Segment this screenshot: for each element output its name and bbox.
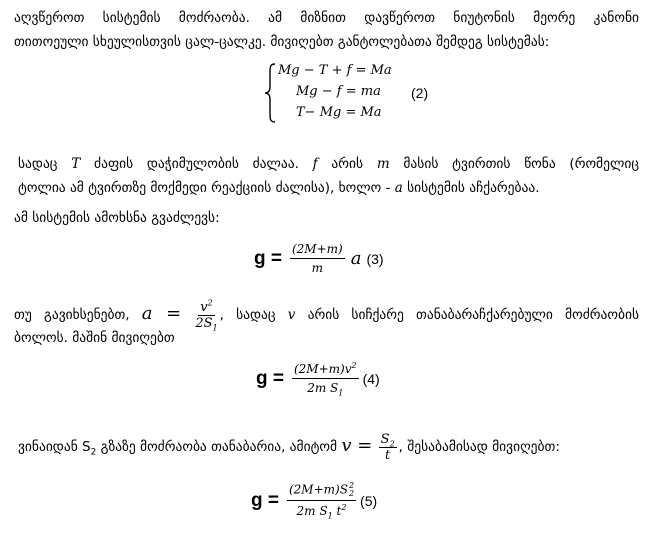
formula-5-numerator — [287, 482, 356, 501]
text-uniform: გზაზე მოძრაობა თანაბარია, ამიტომ — [100, 439, 338, 455]
formula-5-lhs: g = — [251, 490, 279, 512]
formula-3 — [254, 242, 384, 275]
inline-fraction-a-denominator — [195, 316, 217, 331]
text-reaction: ტოლია ამ ტვირთზე მოქმედი რეაქციის ძალისა), ხოლო - — [18, 180, 391, 196]
velocity-line-2: ბოლოს. მაშინ მივიღებთ — [14, 330, 175, 346]
formula-5-numerator-exp: 2 — [348, 481, 355, 490]
text-sadac: სადაც — [18, 156, 58, 172]
symbol-m: m — [376, 156, 390, 172]
intro-line-2: თითოეული სხეულისთვის ცალ-ცალკე. მივიღებთ განტოლებათა შემდეგ სისტემას: — [14, 34, 550, 50]
inline-fraction-v-numerator — [379, 432, 397, 448]
formula-4-denominator-sub: 1 — [338, 388, 344, 398]
inline-S-sub: 1 — [212, 323, 218, 333]
formula-5-denominator-sub: 1 — [327, 511, 333, 521]
formula-4-numerator — [292, 361, 359, 379]
system-equation-2: Mg − f = ma — [296, 84, 381, 99]
symbol-T: T — [71, 156, 81, 172]
text-since-sub: 2 — [90, 447, 97, 458]
definitions-line-2 — [18, 176, 639, 200]
inline-2S: 2S — [195, 315, 213, 331]
definitions-paragraph — [18, 152, 639, 200]
inline-v: v — [200, 299, 208, 315]
text-recall: თუ გავიხსენებთ, — [14, 307, 130, 323]
inline-v-eq: v = — [341, 435, 373, 456]
inline-fraction-a — [195, 300, 217, 331]
formula-5 — [251, 482, 377, 520]
formula-4-denominator — [307, 379, 343, 397]
formula-4-lhs: g = — [256, 368, 284, 390]
symbol-a: a — [394, 180, 403, 196]
formula-4 — [256, 361, 380, 397]
equation-label-2: (2) — [411, 85, 429, 101]
definitions-line-1 — [18, 152, 639, 176]
formula-3-lhs: g = — [254, 247, 282, 269]
formula-3-denominator: m — [311, 261, 324, 275]
formula-5-numerator-text: (2M+m)S — [288, 482, 348, 497]
text-tension: ძაფის დაჭიმულობის ძალაა. — [94, 156, 299, 172]
inline-S2: S — [380, 431, 390, 447]
formula-5-denominator-exp: 2 — [341, 503, 347, 512]
text-since-s: ვინაიდან S — [18, 439, 91, 455]
text-sadac-2: სადაც — [236, 307, 276, 323]
formula-5-numerator-scripts — [349, 482, 354, 498]
inline-fraction-a-numerator — [198, 300, 214, 316]
formula-5-denominator-text: 2m S — [296, 504, 328, 518]
text-weight: მასის ტვირთის წონა (რომელიც — [403, 156, 640, 172]
intro-line-1: აღვწეროთ სისტემის მოძრაობა. ამ მიზნით დავწეროთ ნიუტონის მეორე კანონი — [14, 10, 639, 26]
equation-label-5: (5) — [360, 493, 378, 510]
inline-fraction-v-denominator: t — [385, 447, 391, 463]
formula-5-fraction — [287, 482, 356, 520]
solution-intro — [14, 206, 639, 230]
inline-S2-sub: 2 — [389, 439, 395, 449]
intro-paragraph — [14, 6, 639, 54]
uniform-motion-paragraph — [18, 426, 639, 473]
inline-comma: , — [219, 307, 224, 323]
text-speed: არის სიჩქარე თანაბარაჩქარებული მოძრაობის — [307, 307, 640, 323]
formula-4-denominator-text: 2m S — [307, 381, 339, 395]
equation-label-3: (3) — [366, 250, 384, 267]
formula-5-denominator-t: t — [336, 504, 342, 518]
text-acceleration: სისტემის აჩქარებაა. — [407, 180, 540, 196]
formula-3-fraction — [290, 242, 345, 275]
formula-5-denominator — [297, 501, 347, 520]
formula-4-numerator-exp: 2 — [351, 361, 357, 370]
uniform-motion-line — [18, 426, 639, 473]
formula-4-numerator-text: (2M+m)v — [293, 362, 352, 376]
left-brace-icon — [264, 63, 278, 123]
system-equation-3: T− Mg = Ma — [296, 105, 382, 120]
formula-3-factor: a — [350, 248, 362, 269]
equation-system-2 — [264, 63, 464, 127]
text-since — [18, 439, 97, 458]
formula-3-numerator: (2M+m) — [290, 242, 345, 259]
inline-a-eq: a = — [141, 303, 182, 324]
system-equation-1: Mg − T + f = Ma — [278, 63, 392, 78]
solution-intro-line: ამ სისტემის ამოხსნა გვაძლევს: — [14, 210, 220, 226]
symbol-v: v — [287, 307, 296, 323]
velocity-paragraph — [14, 294, 639, 351]
symbol-f: f — [312, 156, 318, 172]
inline-v-exp: 2 — [207, 298, 213, 308]
formula-5-numerator-sub: 2 — [348, 489, 355, 498]
text-accordingly: , შესაბამისად მივიღებთ: — [398, 439, 560, 455]
text-aris: არის — [331, 156, 364, 172]
equation-label-4: (4) — [362, 371, 380, 388]
formula-4-fraction — [292, 361, 359, 397]
inline-fraction-v — [379, 432, 397, 463]
